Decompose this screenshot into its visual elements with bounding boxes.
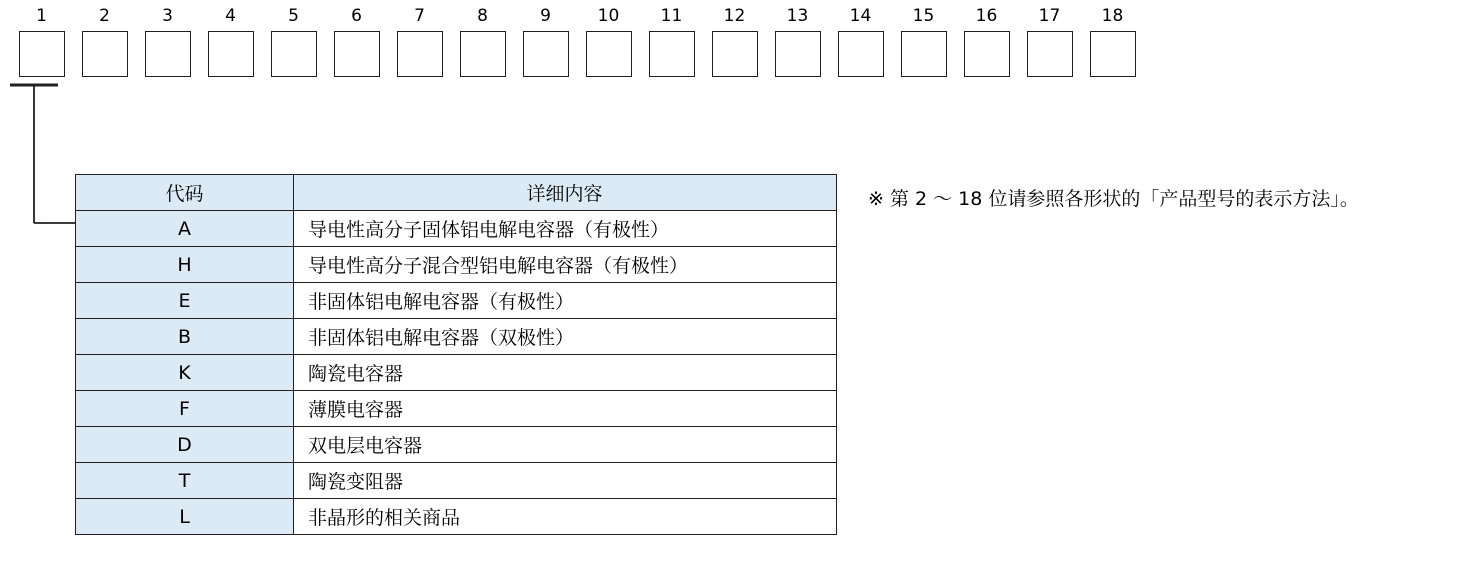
digit-cell-2 — [73, 6, 136, 77]
digit-cell-6 — [325, 6, 388, 77]
table-row — [76, 247, 837, 283]
cell-code: H — [76, 247, 294, 283]
digit-cell-14 — [829, 6, 892, 77]
digit-label: 5 — [288, 6, 299, 26]
table-header-row — [76, 175, 837, 211]
digit-label: 4 — [225, 6, 236, 26]
table-row — [76, 211, 837, 247]
cell-desc: 陶瓷变阻器 — [294, 463, 837, 499]
digit-box[interactable] — [334, 31, 380, 77]
table-row — [76, 499, 837, 535]
digit-box[interactable] — [145, 31, 191, 77]
digit-cell-13 — [766, 6, 829, 77]
table-row — [76, 319, 837, 355]
digit-label: 16 — [975, 6, 998, 26]
digit-box[interactable] — [523, 31, 569, 77]
digit-label: 17 — [1038, 6, 1061, 26]
table-row — [76, 391, 837, 427]
digit-box[interactable] — [838, 31, 884, 77]
digit-label: 2 — [99, 6, 110, 26]
cell-desc: 非固体铝电解电容器（双极性） — [294, 319, 837, 355]
digit-box[interactable] — [712, 31, 758, 77]
digit-label: 9 — [540, 6, 551, 26]
digit-cell-10 — [577, 6, 640, 77]
digit-box[interactable] — [586, 31, 632, 77]
cell-code: L — [76, 499, 294, 535]
digit-cell-4 — [199, 6, 262, 77]
cell-code: T — [76, 463, 294, 499]
table-row — [76, 283, 837, 319]
table-head — [76, 175, 837, 211]
digit-label: 7 — [414, 6, 425, 26]
digit-cell-16 — [955, 6, 1018, 77]
digit-cell-5 — [262, 6, 325, 77]
digit-cell-9 — [514, 6, 577, 77]
digit-box[interactable] — [1090, 31, 1136, 77]
digit-label: 18 — [1101, 6, 1124, 26]
cell-code: D — [76, 427, 294, 463]
digit-box[interactable] — [19, 31, 65, 77]
digit-box[interactable] — [901, 31, 947, 77]
digit-cell-3 — [136, 6, 199, 77]
digit-cell-8 — [451, 6, 514, 77]
digit-label: 8 — [477, 6, 488, 26]
digit-label: 3 — [162, 6, 173, 26]
digit-box[interactable] — [82, 31, 128, 77]
cell-desc: 陶瓷电容器 — [294, 355, 837, 391]
digit-box[interactable] — [964, 31, 1010, 77]
table-row — [76, 463, 837, 499]
digit-box[interactable] — [649, 31, 695, 77]
digit-box[interactable] — [208, 31, 254, 77]
digit-box[interactable] — [271, 31, 317, 77]
cell-desc: 非晶形的相关商品 — [294, 499, 837, 535]
digit-box[interactable] — [775, 31, 821, 77]
digit-box[interactable] — [1027, 31, 1073, 77]
digit-label: 15 — [912, 6, 935, 26]
reference-note: ※ 第 2 ～ 18 位请参照各形状的「产品型号的表示方法」。 — [868, 188, 1359, 210]
digit-label: 13 — [786, 6, 809, 26]
digit-cell-15 — [892, 6, 955, 77]
cell-code: F — [76, 391, 294, 427]
digit-box[interactable] — [460, 31, 506, 77]
digit-label: 1 — [36, 6, 47, 26]
digit-cell-12 — [703, 6, 766, 77]
digit-cell-11 — [640, 6, 703, 77]
cell-desc: 导电性高分子固体铝电解电容器（有极性） — [294, 211, 837, 247]
digit-cell-18 — [1081, 6, 1144, 77]
table-body — [76, 211, 837, 535]
digit-label: 10 — [597, 6, 620, 26]
cell-desc: 薄膜电容器 — [294, 391, 837, 427]
cell-code: B — [76, 319, 294, 355]
digit-cell-1 — [10, 6, 73, 77]
column-header-desc: 详细内容 — [294, 175, 837, 211]
cell-code: A — [76, 211, 294, 247]
digit-label: 14 — [849, 6, 872, 26]
product-code-digit-row — [10, 6, 1144, 77]
cell-desc: 双电层电容器 — [294, 427, 837, 463]
table-row — [76, 355, 837, 391]
digit-cell-17 — [1018, 6, 1081, 77]
digit-label: 11 — [660, 6, 683, 26]
digit-label: 12 — [723, 6, 746, 26]
cell-code: K — [76, 355, 294, 391]
cell-desc: 非固体铝电解电容器（有极性） — [294, 283, 837, 319]
digit-label: 6 — [351, 6, 362, 26]
column-header-code: 代码 — [76, 175, 294, 211]
table-row — [76, 427, 837, 463]
digit-cell-7 — [388, 6, 451, 77]
cell-desc: 导电性高分子混合型铝电解电容器（有极性） — [294, 247, 837, 283]
cell-code: E — [76, 283, 294, 319]
digit-box[interactable] — [397, 31, 443, 77]
code-table — [75, 174, 837, 535]
